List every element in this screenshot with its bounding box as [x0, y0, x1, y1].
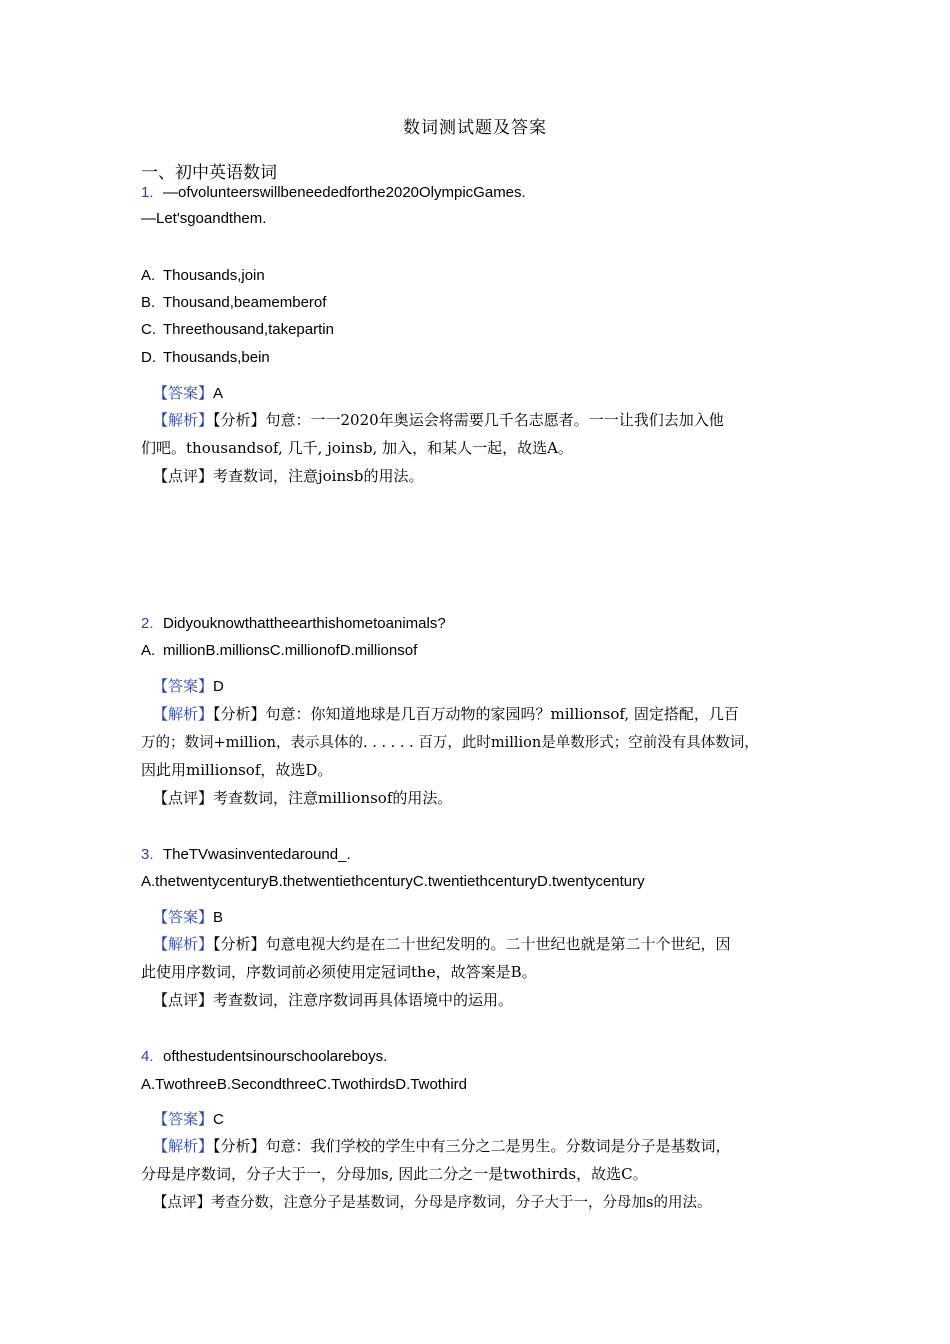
q1-option-b-label: B. — [141, 294, 156, 311]
q4-options: A.TwothreeB.SecondthreeC.TwothirdsD.Twothird — [141, 1076, 467, 1093]
section-heading: 一、初中英语数词 — [141, 163, 277, 183]
q2-answer-tag: 【答案】 — [153, 677, 214, 695]
q1-option-a — [141, 267, 265, 284]
q1-answer-value: A — [213, 385, 224, 402]
q2-analysis-line3: 因此用millionsof，故选D。 — [141, 761, 333, 779]
document-title: 数词测试题及答案 — [403, 118, 547, 138]
q1-analysis-line1 — [153, 409, 724, 430]
q4-stem: ofthestudentsinourschoolareboys. — [163, 1048, 388, 1065]
q1-option-c — [141, 321, 334, 338]
q1-stem-line — [141, 184, 526, 201]
q3-answer-tag: 【答案】 — [153, 908, 214, 926]
q2-option-label: A. — [141, 642, 156, 659]
q4-comment: 【点评】考查分数，注意分子是基数词，分母是序数词，分子大于一，分母加s的用法。 — [153, 1195, 712, 1211]
q2-comment: 【点评】考查数词，注意millionsof的用法。 — [153, 789, 453, 807]
q1-analysis-tag: 【解析】 — [153, 411, 214, 429]
q1-option-d-text: Thousands,bein — [163, 349, 270, 366]
q3-options: A.thetwentycenturyB.thetwentiethcenturyC.twentiethcenturyD.twentycentury — [141, 873, 645, 890]
q3-answer-value: B — [213, 909, 224, 926]
q2-answer — [153, 675, 224, 696]
q3-comment: 【点评】考查数词，注意序数词再具体语境中的运用。 — [153, 991, 514, 1009]
q3-analysis-line2: 此使用序数词，序数词前必须使用定冠词the，故答案是B。 — [141, 963, 537, 981]
q4-analysis-tag: 【解析】 — [153, 1137, 214, 1155]
q1-option-c-text: Threethousand,takepartin — [163, 321, 334, 338]
q1-option-a-text: Thousands,join — [163, 267, 265, 284]
q2-analysis-line1 — [153, 703, 739, 724]
q4-answer — [153, 1108, 224, 1129]
q1-analysis-text1: 【分析】句意：一一2020年奥运会将需要几千名志愿者。一一让我们去加入他 — [213, 411, 724, 429]
q1-stem2: —Let'sgoandthem. — [141, 210, 267, 227]
q3-analysis-line1 — [153, 933, 731, 954]
q1-option-b — [141, 294, 326, 311]
q3-analysis-tag: 【解析】 — [153, 935, 214, 953]
q2-analysis-text1: 【分析】句意：你知道地球是几百万动物的家园吗？millionsof, 固定搭配，几百 — [213, 705, 739, 723]
q3-analysis-text1: 【分析】句意电视大约是在二十世纪发明的。二十世纪也就是第二十个世纪，因 — [213, 935, 731, 953]
q2-number: 2. — [141, 615, 154, 632]
q4-analysis-text1: 【分析】句意：我们学校的学生中有三分之二是男生。分数词是分子是基数词， — [213, 1137, 731, 1155]
q1-analysis-line2: 们吧。thousandsof, 几千, joinsb, 加入，和某人一起，故选A。 — [141, 439, 573, 457]
q1-option-d-label: D. — [141, 349, 156, 366]
q1-answer — [153, 382, 223, 403]
q4-answer-value: C — [213, 1111, 224, 1128]
q1-comment: 【点评】考查数词，注意joinsb的用法。 — [153, 467, 424, 485]
q4-analysis-line1 — [153, 1135, 731, 1156]
q4-answer-tag: 【答案】 — [153, 1110, 214, 1128]
q1-option-a-label: A. — [141, 267, 156, 284]
q2-stem: Didyouknowthattheearthishometoanimals? — [163, 615, 446, 632]
q4-number: 4. — [141, 1048, 154, 1065]
q2-analysis-line2: 万的；数词+million，表示具体的. . . . . . 百万，此时million是单数形式；空前没有具体数词， — [141, 735, 759, 751]
q3-stem-line — [141, 846, 351, 863]
q1-stem: —ofvolunteerswillbeneededforthe2020OlympicGames. — [163, 184, 526, 201]
q4-stem-line — [141, 1048, 387, 1065]
q3-number: 3. — [141, 846, 154, 863]
q2-answer-value: D — [213, 678, 224, 695]
q2-options: millionB.millionsC.millionofD.millionsof — [163, 642, 418, 659]
q1-option-b-text: Thousand,beamemberof — [163, 294, 327, 311]
q3-stem: TheTVwasinventedaround_. — [163, 846, 351, 863]
q1-number: 1. — [141, 184, 154, 201]
q2-options-line — [141, 642, 417, 659]
q4-analysis-line2: 分母是序数词，分子大于一，分母加s, 因此二分之一是twothirds，故选C。 — [141, 1165, 648, 1183]
q1-option-d — [141, 349, 270, 366]
q2-analysis-tag: 【解析】 — [153, 705, 214, 723]
q2-stem-line — [141, 615, 446, 632]
q1-answer-tag: 【答案】 — [153, 384, 214, 402]
q1-option-c-label: C. — [141, 321, 156, 338]
q3-answer — [153, 906, 223, 927]
